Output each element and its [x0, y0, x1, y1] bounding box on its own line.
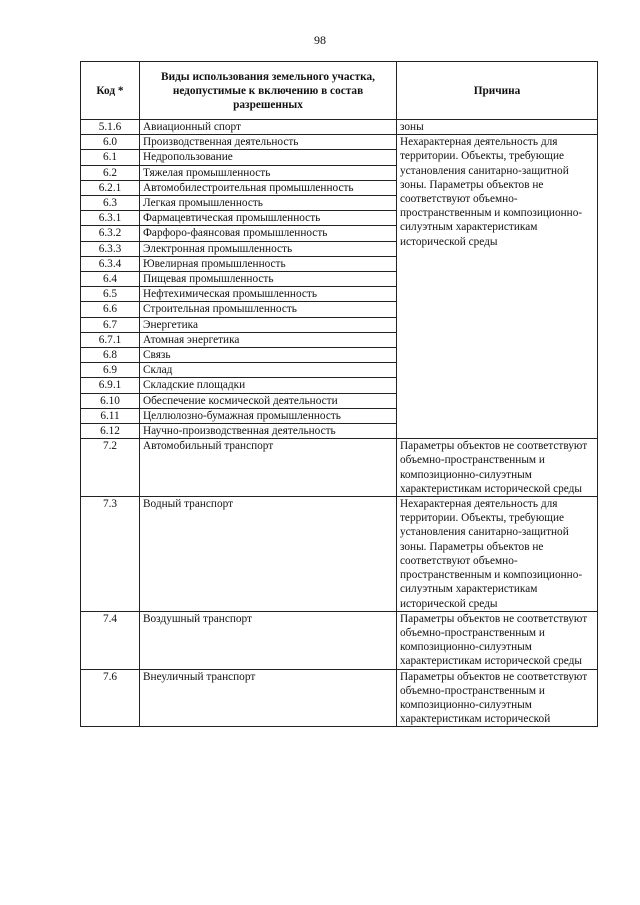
row-reason: Параметры объектов не соответствуют объемно-пространственным и композиционно-силуэтным характеристикам исторической среды — [397, 439, 598, 497]
table-row — [81, 497, 598, 612]
row-code: 7.2 — [81, 439, 140, 497]
row-code: 6.3.2 — [81, 226, 140, 241]
row-code: 6.6 — [81, 302, 140, 317]
row-use: Строительная промышленность — [140, 302, 397, 317]
row-use: Научно-производственная деятельность — [140, 424, 397, 439]
row-reason: Параметры объектов не соответствуют объемно-пространственным и композиционно-силуэтным характеристикам исторической среды — [397, 611, 598, 669]
table-header-row — [81, 62, 598, 120]
header-use: Виды использования земельного участка, недопустимые к включению в состав разрешенных — [140, 62, 397, 120]
table-row — [81, 120, 598, 135]
row-code: 6.3.3 — [81, 241, 140, 256]
row-use: Фармацевтическая промышленность — [140, 211, 397, 226]
row-use: Ювелирная промышленность — [140, 256, 397, 271]
row-code: 7.6 — [81, 669, 140, 727]
row-use: Связь — [140, 348, 397, 363]
row-use: Автомобилестроительная промышленность — [140, 180, 397, 195]
row-use: Легкая промышленность — [140, 196, 397, 211]
row-code: 5.1.6 — [81, 120, 140, 135]
row-code: 6.3 — [81, 196, 140, 211]
row-use: Нефтехимическая промышленность — [140, 287, 397, 302]
row-use: Целлюлозно-бумажная промышленность — [140, 408, 397, 423]
row-code: 6.0 — [81, 135, 140, 150]
row-use: Авиационный спорт — [140, 120, 397, 135]
row-use: Складские площадки — [140, 378, 397, 393]
table-row — [81, 611, 598, 669]
row-code: 6.12 — [81, 424, 140, 439]
row-code: 6.7 — [81, 317, 140, 332]
row-use: Атомная энергетика — [140, 332, 397, 347]
row-use: Фарфоро-фаянсовая промышленность — [140, 226, 397, 241]
table-row — [81, 669, 598, 727]
row-code: 6.9 — [81, 363, 140, 378]
row-use: Автомобильный транспорт — [140, 439, 397, 497]
page-number: 98 — [314, 33, 326, 47]
row-reason: Параметры объектов не соответствуют объемно-пространственным и композиционно-силуэтным характеристикам исторической — [397, 669, 598, 727]
row-use: Электронная промышленность — [140, 241, 397, 256]
row-code: 6.1 — [81, 150, 140, 165]
row-use: Недропользование — [140, 150, 397, 165]
row-code: 6.8 — [81, 348, 140, 363]
group-reason: Нехарактерная деятельность для территории. Объекты, требующие установления санитарно-защитной зоны. Параметры объектов не соответствуют объемно-пространственным и композиционно-силуэтным характеристикам исторической среды — [397, 135, 598, 439]
row-code: 6.9.1 — [81, 378, 140, 393]
table-row — [81, 135, 598, 150]
row-code: 6.3.4 — [81, 256, 140, 271]
row-use: Водный транспорт — [140, 497, 397, 612]
row-code: 6.3.1 — [81, 211, 140, 226]
row-code: 7.4 — [81, 611, 140, 669]
row-use: Внеуличный транспорт — [140, 669, 397, 727]
row-use: Склад — [140, 363, 397, 378]
table-row — [81, 439, 598, 497]
row-code: 6.4 — [81, 272, 140, 287]
row-code: 6.10 — [81, 393, 140, 408]
row-reason: зоны — [397, 120, 598, 135]
row-code: 7.3 — [81, 497, 140, 612]
header-code: Код * — [81, 62, 140, 120]
row-use: Энергетика — [140, 317, 397, 332]
row-use: Воздушный транспорт — [140, 611, 397, 669]
row-reason: Нехарактерная деятельность для территории. Объекты, требующие установления санитарно-защитной зоны. Параметры объектов не соответствуют объемно-пространственным и композиционно-силуэтным характеристикам исторической среды — [397, 497, 598, 612]
header-reason: Причина — [397, 62, 598, 120]
row-use: Обеспечение космической деятельности — [140, 393, 397, 408]
land-use-table — [80, 61, 598, 727]
row-code: 6.5 — [81, 287, 140, 302]
row-code: 6.2 — [81, 165, 140, 180]
row-code: 6.7.1 — [81, 332, 140, 347]
row-code: 6.2.1 — [81, 180, 140, 195]
row-use: Пищевая промышленность — [140, 272, 397, 287]
row-use: Тяжелая промышленность — [140, 165, 397, 180]
row-use: Производственная деятельность — [140, 135, 397, 150]
row-code: 6.11 — [81, 408, 140, 423]
